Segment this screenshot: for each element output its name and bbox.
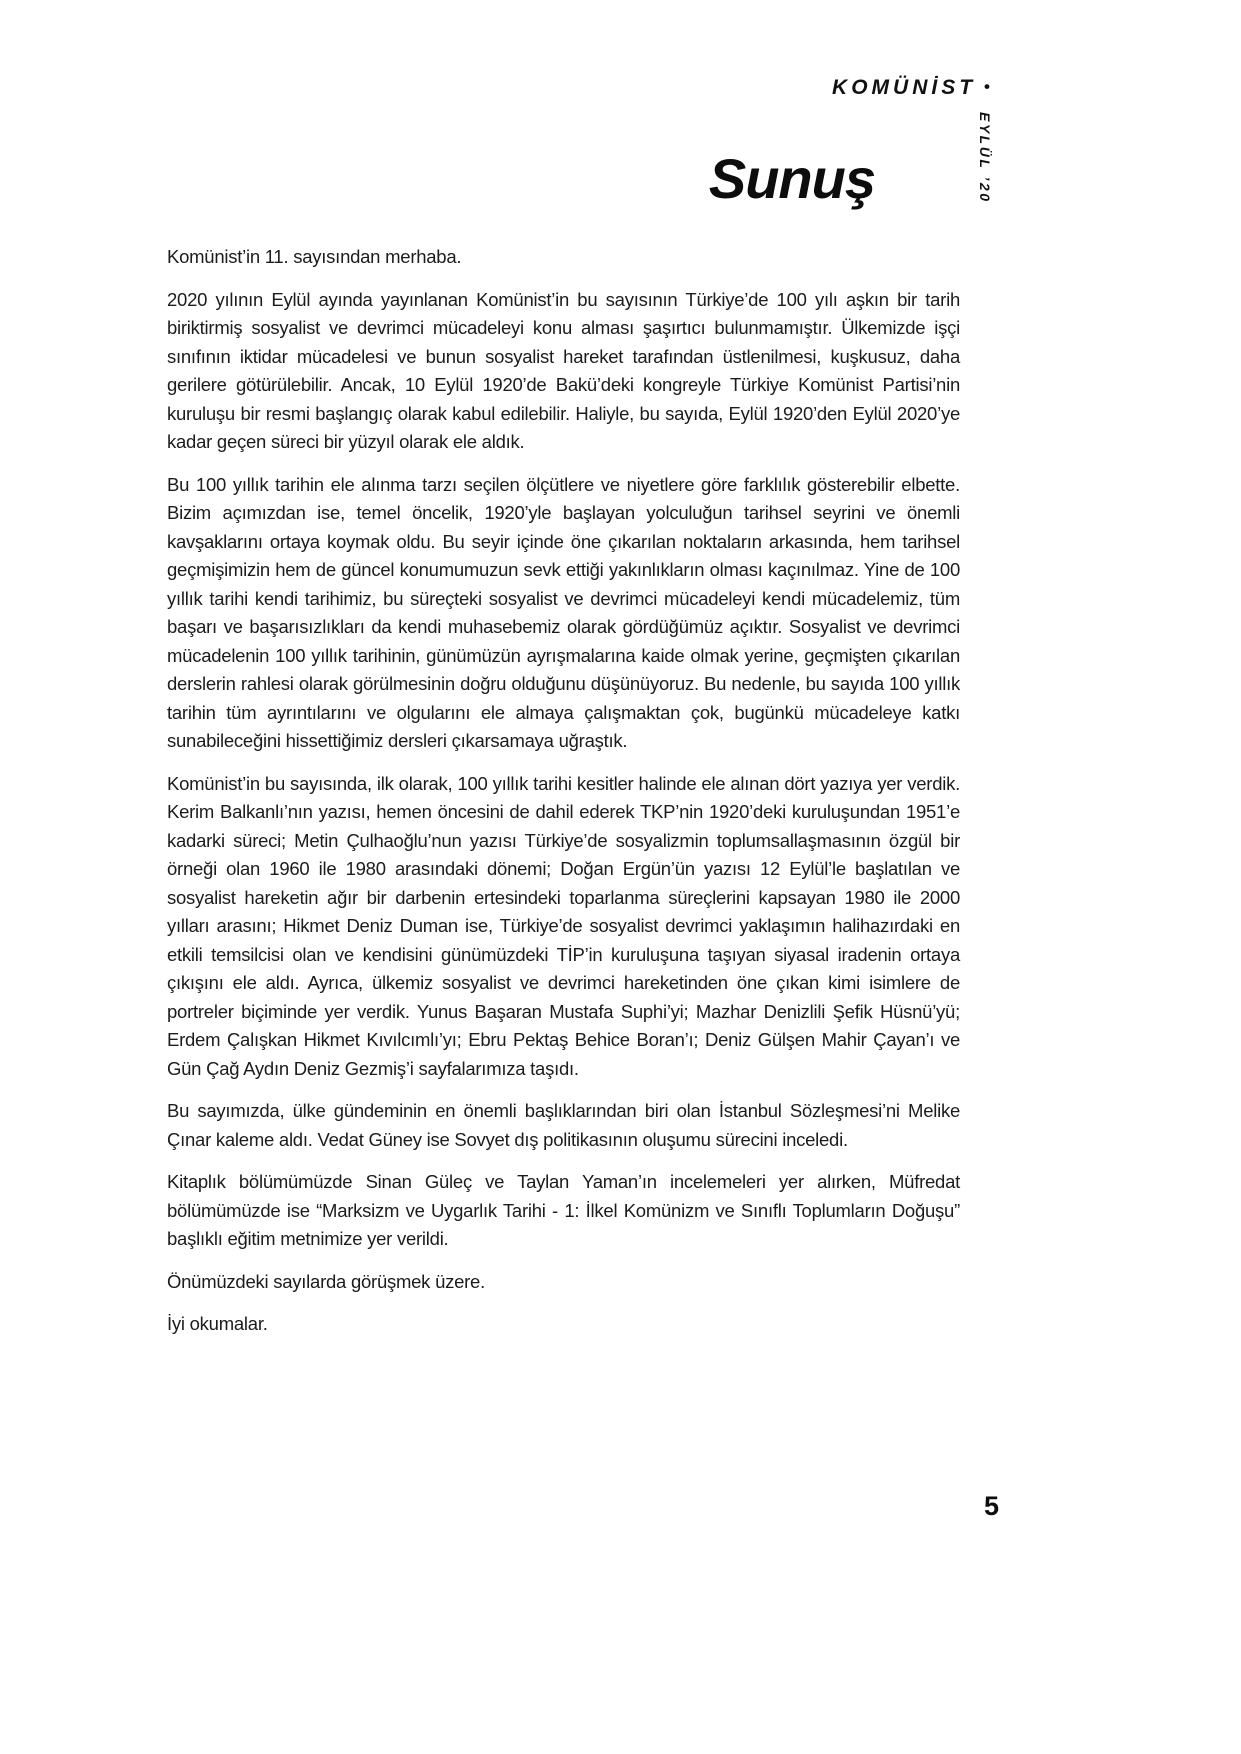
body-paragraph: Komünist’in 11. sayısından merhaba. — [167, 246, 462, 267]
body-paragraph: İyi okumalar. — [167, 1313, 268, 1334]
body-paragraph: 2020 yılının Eylül ayında yayınlanan Komünist’in bu sayısının Türkiye’de 100 yılı aşkın bir tarih biriktirmiş sosyalist ve devrimci mücadeleyi konu alması şaşırtıcı bulunmamıştır. Ülkemizde işçi sınıfının iktidar mücadelesi ve bunun sosyalist hareket tarafından üstlenilmesi, kuşkusuz, daha gerilere götürülebilir. Ancak, 10 Eylül 1920’de Bakü’deki kongreyle Türkiye Komünist Partisi’nin kuruluşu bir resmi başlangıç olarak kabul edilebilir. Haliyle, bu sayıda, Eylül 1920’den Eylül 2020’ye kadar geçen süreci bir yüzyıl olarak ele aldık. — [167, 288, 960, 452]
body-paragraph: Bu sayımızda, ülke gündeminin en önemli başlıklarından biri olan İstanbul Sözleşmesi’ni Melike Çınar kaleme aldı. Vedat Güney ise Sovyet dış politikasının oluşumu sürecini inceledi. — [167, 1100, 960, 1150]
masthead — [832, 76, 990, 100]
body-content — [167, 243, 960, 1353]
body-paragraph: Önümüzdeki sayılarda görüşmek üzere. — [167, 1270, 485, 1292]
body-paragraph: Kitaplık bölümümüzde Sinan Güleç ve Taylan Yaman’ın incelemeleri yer alırken, Müfredat bölümümüzde ise “Marksizm ve Uygarlık Tarihi - 1: İlkel Komünizm ve Sınıflı Toplumların Doğuşu” başlıklı eğitim metnimize yer verildi. — [167, 1171, 960, 1249]
page-title: Sunuş — [708, 147, 875, 210]
issue-date-vertical: EYLÜL ’20 — [977, 112, 993, 204]
masthead-bullet-icon: • — [984, 77, 990, 96]
masthead-title: KOMÜNİST — [832, 76, 977, 99]
body-paragraph: Komünist’in bu sayısında, ilk olarak, 100 yıllık tarihi kesitler halinde ele alınan dört yazıya yer verdik. Kerim Balkanlı’nın yazısı, hemen öncesini de dahil ederek TKP’nin 1920’deki kuruluşundan 1951’e kadarki süreci; Metin Çulhaoğlu’nun yazısı Türkiye’de sosyalizmin toplumsallaşmasının özgül bir örneği olan 1960 ile 1980 arasındaki dönemi; Doğan Ergün’ün yazısı 12 Eylül’le başlatılan ve sosyalist hareketin ağır bir darbenin ertesindeki toparlanma süreçlerini kapsayan 1980 ile 2000 yılları arasını; Hikmet Deniz Duman ise, Türkiye’de sosyalist devrimci yaklaşımın halihazırdaki en etkili temsilcisi olan ve kendisini günümüzdeki TİP’in kuruluşuna taşıyan siyasal iradenin ortaya çıkışını ele aldı. Ayrıca, ülkemiz sosyalist ve devrimci hareketinden öne çıkan kimi isimlere de portreler biçiminde yer verdik. Yunus Başaran Mustafa Suphi’yi; Mazhar Denizlili Şefik Hüsnü’yü; Erdem Çalışkan Hikmet Kıvılcımlı’yı; Ebru Pektaş Behice Boran’ı; Deniz Gülşen Mahir Çayan’ı ve Gün Çağ Aydın Deniz Gezmiş’i sayfalarımıza taşıdı. — [167, 772, 960, 1079]
body-paragraph: Bu 100 yıllık tarihin ele alınma tarzı seçilen ölçütlere ve niyetlere göre farklılık gösterebilir elbette. Bizim açımızdan ise, temel öncelik, 1920’yle başlayan yolculuğun tarihsel seyrini ve önemli kavşaklarını ortaya koymak oldu. Bu seyir içinde öne çıkarılan noktaların arkasında, hem tarihsel geçmişimizin hem de güncel konumumuzun sevk ettiği yakınlıkların olması kaçınılmaz. Yine de 100 yıllık tarihi kendi tarihimiz, bu süreçteki sosyalist ve devrimci mücadeleyi kendi mücadelemiz, tüm başarı ve başarısızlıkları da kendi muhasebemiz olarak gördüğümüz açıktır. Sosyalist ve devrimci mücadelenin 100 yıllık tarihinin, günümüzün ayrışmalarına kaide olmak yerine, geçmişten çıkarılan derslerin rahlesi olarak görülmesinin doğru olduğunu düşünüyoruz. Bu nedenle, bu sayıda 100 yıllık tarihin tüm ayrıntılarını ve olgularını ele almaya çalışmaktan çok, bugünkü mücadeleye katkı sunabileceğini hissettiğimiz dersleri çıkarsamaya uğraştık. — [167, 473, 960, 751]
page-number: 5 — [983, 1491, 999, 1521]
